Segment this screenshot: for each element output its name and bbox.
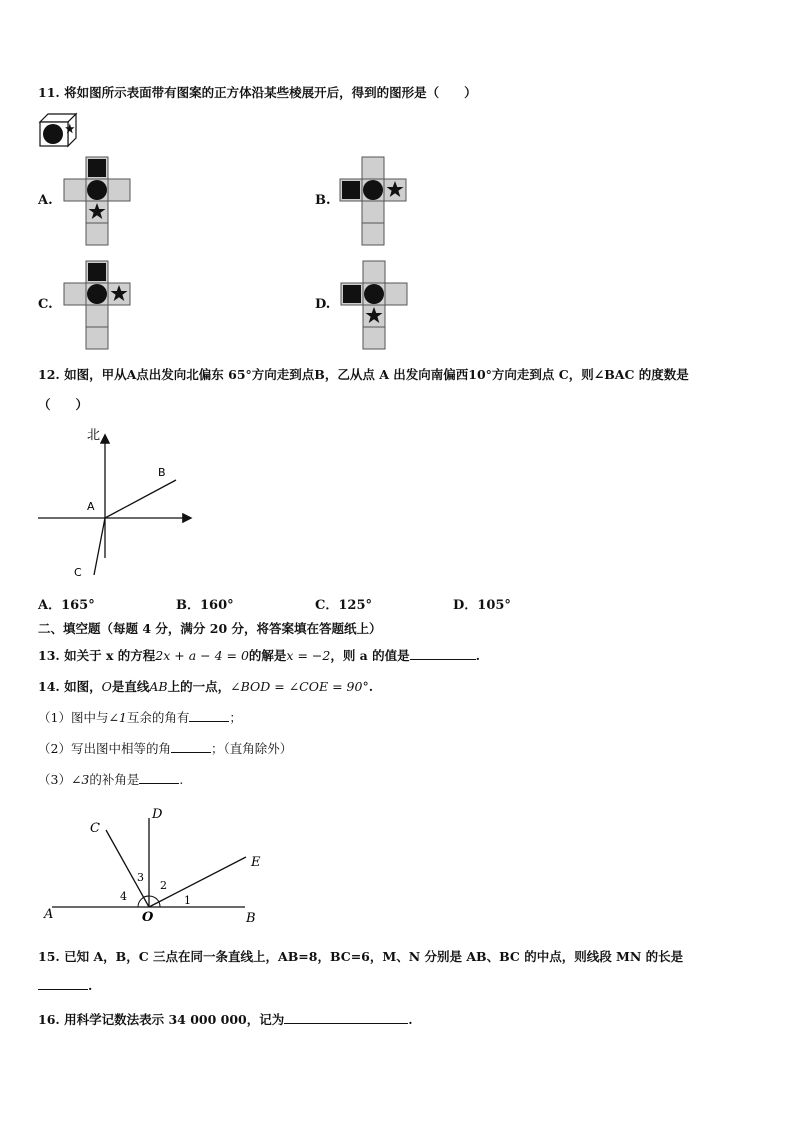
fig-angle-2: 2 bbox=[160, 879, 167, 892]
q14-sub2 bbox=[38, 739, 292, 757]
q14-point: O bbox=[101, 679, 112, 694]
q14-sub1-angle: ∠1 bbox=[108, 710, 127, 725]
q14-sub3 bbox=[38, 770, 183, 788]
q12-choice-a[interactable]: A．165° bbox=[38, 598, 95, 613]
q14-sub3-blank[interactable] bbox=[139, 772, 179, 784]
fig-label-b: B bbox=[246, 911, 256, 926]
q14-angle-figure bbox=[40, 800, 270, 925]
q12-text: 如图，甲从A点出发向北偏东 65°方向走到点B，乙从点 A 出发向南偏西10°方向走到点 C，则∠BAC 的度数是 bbox=[64, 367, 689, 382]
q13-answer-blank[interactable] bbox=[410, 648, 476, 660]
q15-text: 已知 A，B，C 三点在同一条直线上，AB=8，BC=6，M、N 分别是 AB、BC 的中点，则线段 MN 的长是 bbox=[64, 949, 684, 964]
q14-sub1 bbox=[38, 708, 242, 726]
q13-text-c: ，则 a 的值是 bbox=[330, 648, 410, 663]
q14-number: 14. bbox=[38, 679, 60, 694]
q14-line: AB bbox=[149, 679, 168, 694]
q16-end: . bbox=[408, 1012, 413, 1027]
q14-sub3-angle: ∠3 bbox=[70, 772, 90, 787]
fig-angle-1: 1 bbox=[184, 894, 191, 907]
q14-sub1-text-a: （1）图中与 bbox=[38, 710, 109, 725]
q13-stem: 13. 如关于 x 的方程2x + a − 4 = 0的解是x = −2，则 a 的值是 . bbox=[38, 648, 480, 663]
q11-net-a[interactable] bbox=[64, 157, 130, 245]
q12-number: 12. bbox=[38, 367, 60, 382]
q12-choice-b[interactable]: B．160° bbox=[176, 598, 234, 613]
q16-stem bbox=[38, 1010, 413, 1028]
q13-text-b: 的解是 bbox=[248, 648, 287, 663]
q14-text-b: 是直线 bbox=[111, 679, 150, 694]
q11-net-b[interactable] bbox=[340, 157, 406, 245]
q14-sub1-text-b: 互余的角有 bbox=[126, 710, 190, 725]
q12-stem bbox=[38, 365, 689, 383]
q14-sub2-text-b: ；（直角除外） bbox=[210, 741, 293, 756]
fig-label-d: D bbox=[152, 807, 163, 822]
q12-choice-d[interactable]: D．105° bbox=[453, 598, 511, 613]
q14-sub3-end: . bbox=[179, 772, 184, 787]
q11-stem bbox=[38, 83, 477, 101]
q14-condition: ∠BOD = ∠COE = 90° bbox=[230, 679, 369, 694]
q13-number: 13. bbox=[38, 648, 60, 663]
q14-sub1-blank[interactable] bbox=[189, 710, 229, 722]
q14-text-a: 如图， bbox=[64, 679, 102, 694]
q11-number: 11. bbox=[38, 85, 60, 100]
q11-text: 将如图所示表面带有图案的正方体沿某些棱展开后，得到的图形是（ ） bbox=[64, 85, 477, 100]
q15-end: . bbox=[88, 978, 93, 993]
q14-stem: 14. 如图，O是直线AB上的一点，∠BOD = ∠COE = 90°. bbox=[38, 679, 374, 694]
q15-stem bbox=[38, 947, 683, 965]
fig-label-c: C bbox=[90, 821, 100, 836]
q11-net-d[interactable] bbox=[341, 261, 407, 349]
q14-sub1-end: ； bbox=[229, 710, 242, 725]
q15-number: 15. bbox=[38, 949, 60, 964]
q14-sub2-text-a: （2）写出图中相等的角 bbox=[38, 741, 171, 756]
cube-figure bbox=[38, 112, 78, 148]
q13-solution: x = −2 bbox=[286, 648, 331, 663]
q12-choice-c[interactable]: C．125° bbox=[315, 598, 372, 613]
q15-answer-line bbox=[38, 978, 92, 993]
fig-label-o: O bbox=[142, 910, 154, 925]
q14-sub2-blank[interactable] bbox=[171, 741, 211, 753]
q15-answer-blank[interactable] bbox=[38, 978, 88, 990]
north-label: 北 bbox=[87, 428, 101, 443]
q16-number: 16. bbox=[38, 1012, 60, 1027]
q16-answer-blank[interactable] bbox=[284, 1012, 408, 1024]
fig-angle-4: 4 bbox=[120, 890, 127, 903]
fig-angle-3: 3 bbox=[137, 871, 144, 884]
q11-option-a-label[interactable]: A. bbox=[38, 193, 53, 208]
q12-paren: （ ） bbox=[38, 397, 89, 412]
fig-label-e: E bbox=[251, 855, 261, 870]
point-c-label: C bbox=[74, 566, 82, 579]
q16-text: 用科学记数法表示 34 000 000，记为 bbox=[64, 1012, 285, 1027]
fig-label-a: A bbox=[44, 907, 54, 922]
q12-direction-figure bbox=[30, 420, 200, 580]
q11-option-d-label[interactable]: D. bbox=[315, 297, 331, 312]
q14-text-c: 上的一点， bbox=[167, 679, 231, 694]
q13-equation: 2x + a − 4 = 0 bbox=[155, 648, 249, 663]
q13-text-a: 如关于 x 的方程 bbox=[64, 648, 156, 663]
q11-option-b-label[interactable]: B. bbox=[315, 193, 331, 208]
q11-option-c-label[interactable]: C. bbox=[38, 297, 53, 312]
point-b-label: B bbox=[158, 466, 166, 479]
q14-sub3-text-b: 的补角是 bbox=[89, 772, 140, 787]
q11-net-c[interactable] bbox=[64, 261, 130, 349]
section-2-title: 二、填空题（每题 4 分，满分 20 分，将答案填在答题纸上） bbox=[38, 621, 382, 636]
point-a-label: A bbox=[87, 500, 95, 513]
q14-sub3-text-a: （3） bbox=[38, 772, 71, 787]
